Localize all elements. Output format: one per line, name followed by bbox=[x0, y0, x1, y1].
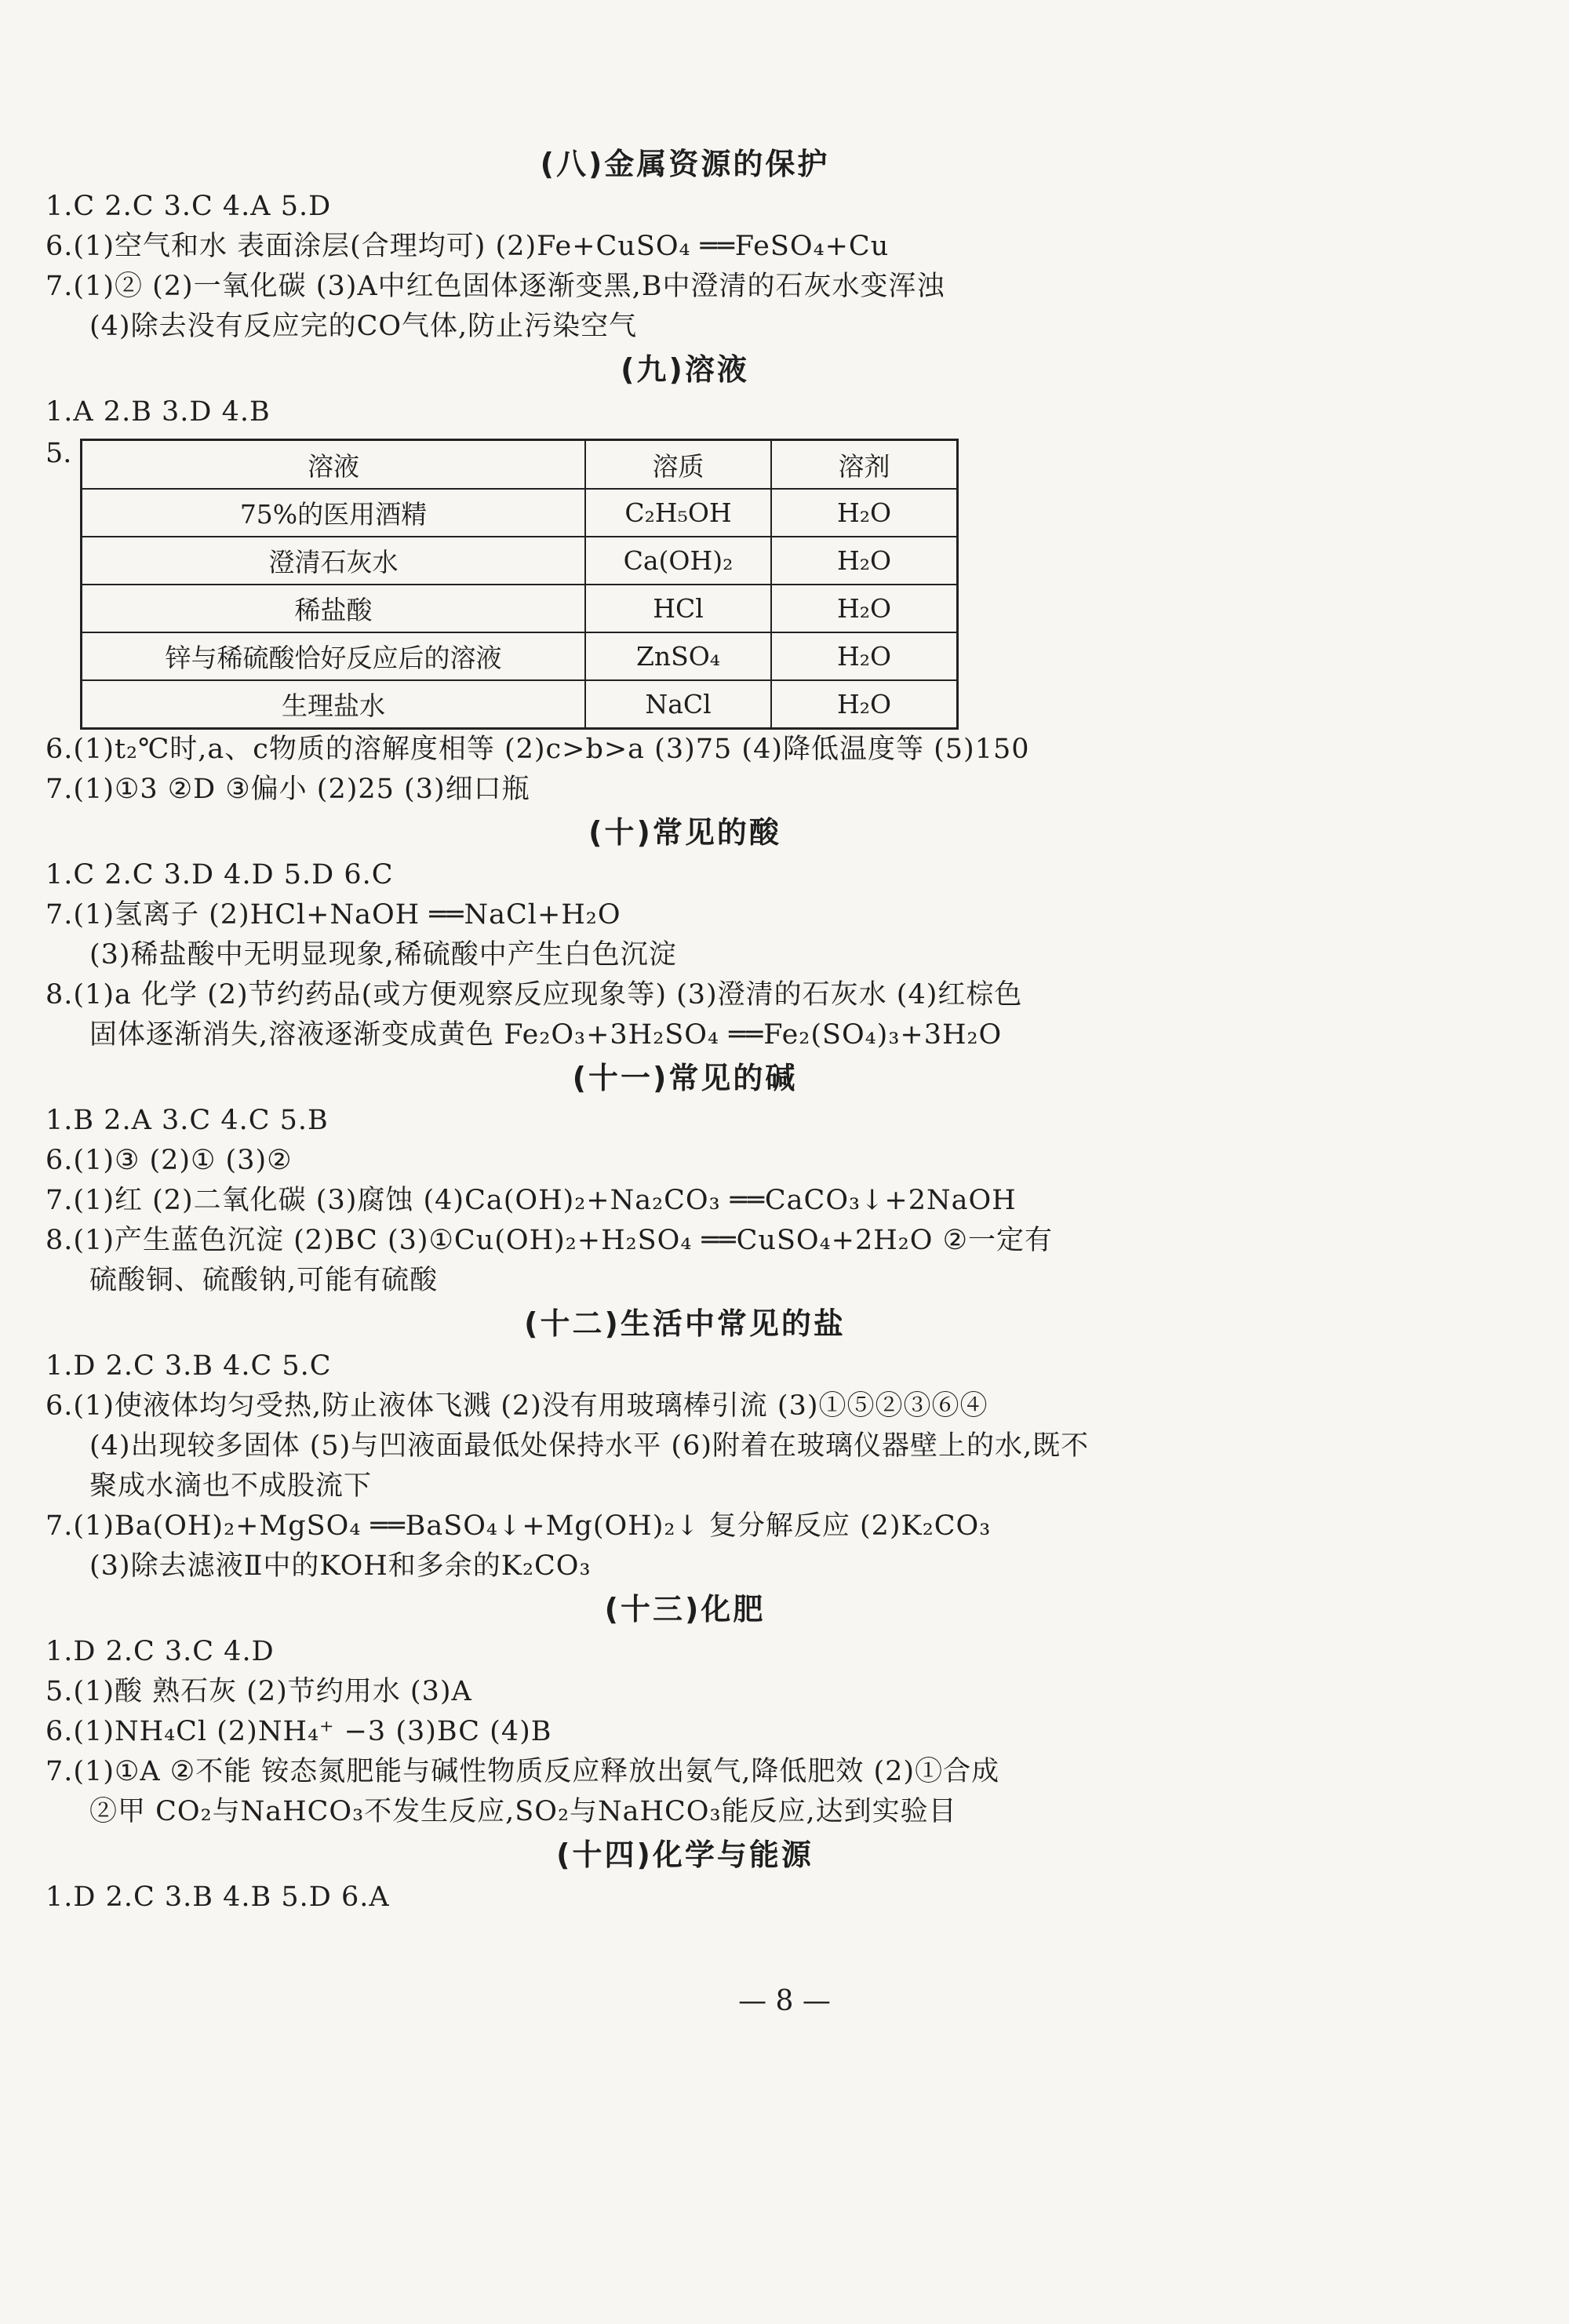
table-cell: H₂O bbox=[771, 489, 958, 537]
answer-line: 1.C 2.C 3.C 4.A 5.D bbox=[46, 191, 332, 222]
answer-line: ②甲 CO₂与NaHCO₃不发生反应,SO₂与NaHCO₃能反应,达到实验目 bbox=[89, 1796, 957, 1827]
answer-line: 1.B 2.A 3.C 4.C 5.B bbox=[46, 1105, 329, 1136]
answer-line: 1.D 2.C 3.C 4.D bbox=[46, 1636, 275, 1667]
answer-line: 1.D 2.C 3.B 4.B 5.D 6.A bbox=[46, 1881, 390, 1913]
answer-line: 1.D 2.C 3.B 4.C 5.C bbox=[46, 1350, 332, 1382]
answer-line: 8.(1)a 化学 (2)节约药品(或方便观察反应现象等) (3)澄清的石灰水 (4)红棕色 bbox=[46, 979, 1023, 1011]
section-heading: (十二)生活中常见的盐 bbox=[524, 1306, 846, 1341]
solution-table bbox=[80, 439, 959, 730]
table-cell: NaCl bbox=[585, 680, 771, 729]
section-heading: (十三)化肥 bbox=[604, 1592, 766, 1626]
question-number: 5. bbox=[46, 438, 72, 469]
page-number: — 8 — bbox=[738, 1985, 831, 2017]
section-heading: (十四)化学与能源 bbox=[556, 1838, 814, 1872]
answer-line: 7.(1)氢离子 (2)HCl+NaOH ══NaCl+H₂O bbox=[46, 899, 621, 931]
table-cell: C₂H₅OH bbox=[585, 489, 771, 537]
section-heading: (十)常见的酸 bbox=[588, 815, 781, 850]
answer-line: 7.(1)①3 ②D ③偏小 (2)25 (3)细口瓶 bbox=[46, 774, 530, 805]
section-heading: (九)溶液 bbox=[621, 352, 749, 387]
answer-line: 6.(1)③ (2)① (3)② bbox=[46, 1145, 293, 1176]
answer-line: 1.C 2.C 3.D 4.D 5.D 6.C bbox=[46, 859, 394, 891]
table-row bbox=[82, 585, 958, 632]
table-header-row bbox=[82, 440, 958, 490]
answer-line: 7.(1)①A ②不能 铵态氮肥能与碱性物质反应释放出氨气,降低肥效 (2)①合成 bbox=[46, 1756, 1000, 1787]
table-row bbox=[82, 537, 958, 585]
answer-line: 5.(1)酸 熟石灰 (2)节约用水 (3)A bbox=[46, 1676, 472, 1707]
answer-line: (4)除去没有反应完的CO气体,防止污染空气 bbox=[89, 311, 638, 342]
table-row bbox=[82, 680, 958, 729]
answer-line: 聚成水滴也不成股流下 bbox=[89, 1470, 373, 1502]
table-header-cell: 溶质 bbox=[585, 440, 771, 490]
table-cell: H₂O bbox=[771, 680, 958, 729]
answer-line: 6.(1)使液体均匀受热,防止液体飞溅 (2)没有用玻璃棒引流 (3)①⑤②③⑥④ bbox=[46, 1390, 988, 1422]
table-cell: 75%的医用酒精 bbox=[82, 489, 586, 537]
table-cell: 澄清石灰水 bbox=[82, 537, 586, 585]
answer-line: (3)稀盐酸中无明显现象,稀硫酸中产生白色沉淀 bbox=[89, 939, 677, 971]
question-table-block bbox=[46, 434, 1324, 730]
answer-line: 7.(1)Ba(OH)₂+MgSO₄ ══BaSO₄↓+Mg(OH)₂↓ 复分解反应 (2)K₂CO₃ bbox=[46, 1510, 992, 1542]
table-cell: 生理盐水 bbox=[82, 680, 586, 729]
answer-line: 6.(1)NH₄Cl (2)NH₄⁺ −3 (3)BC (4)B bbox=[46, 1716, 552, 1747]
table-row bbox=[82, 489, 958, 537]
table-header-cell: 溶剂 bbox=[771, 440, 958, 490]
answer-line: 1.A 2.B 3.D 4.B bbox=[46, 396, 271, 428]
answer-content bbox=[46, 141, 1324, 1918]
section-heading: (十一)常见的碱 bbox=[572, 1061, 798, 1095]
table-cell: 锌与稀硫酸恰好反应后的溶液 bbox=[82, 632, 586, 680]
answer-line: (4)出现较多固体 (5)与凹液面最低处保持水平 (6)附着在玻璃仪器壁上的水,既不 bbox=[89, 1430, 1090, 1462]
answer-line: 8.(1)产生蓝色沉淀 (2)BC (3)①Cu(OH)₂+H₂SO₄ ══CuSO₄+2H₂O ②一定有 bbox=[46, 1225, 1053, 1256]
answer-line: (3)除去滤液Ⅱ中的KOH和多余的K₂CO₃ bbox=[89, 1550, 592, 1582]
table-cell: H₂O bbox=[771, 585, 958, 632]
answer-line: 6.(1)空气和水 表面涂层(合理均可) (2)Fe+CuSO₄ ══FeSO₄+Cu bbox=[46, 231, 890, 262]
table-cell: ZnSO₄ bbox=[585, 632, 771, 680]
table-header-cell: 溶液 bbox=[82, 440, 586, 490]
answer-line: 6.(1)t₂℃时,a、c物质的溶解度相等 (2)c>b>a (3)75 (4)降低温度等 (5)150 bbox=[46, 734, 1030, 765]
answer-line: 7.(1)② (2)一氧化碳 (3)A中红色固体逐渐变黑,B中澄清的石灰水变浑浊 bbox=[46, 271, 945, 302]
table-cell: 稀盐酸 bbox=[82, 585, 586, 632]
table-cell: H₂O bbox=[771, 537, 958, 585]
answer-line: 硫酸铜、硫酸钠,可能有硫酸 bbox=[89, 1265, 439, 1296]
table-cell: HCl bbox=[585, 585, 771, 632]
answer-line: 固体逐渐消失,溶液逐渐变成黄色 Fe₂O₃+3H₂SO₄ ══Fe₂(SO₄)₃+3H₂O bbox=[89, 1019, 1003, 1051]
answer-line: 7.(1)红 (2)二氧化碳 (3)腐蚀 (4)Ca(OH)₂+Na₂CO₃ ══CaCO₃↓+2NaOH bbox=[46, 1185, 1017, 1216]
section-heading: (八)金属资源的保护 bbox=[540, 147, 830, 181]
table-cell: Ca(OH)₂ bbox=[585, 537, 771, 585]
table-cell: H₂O bbox=[771, 632, 958, 680]
table-row bbox=[82, 632, 958, 680]
